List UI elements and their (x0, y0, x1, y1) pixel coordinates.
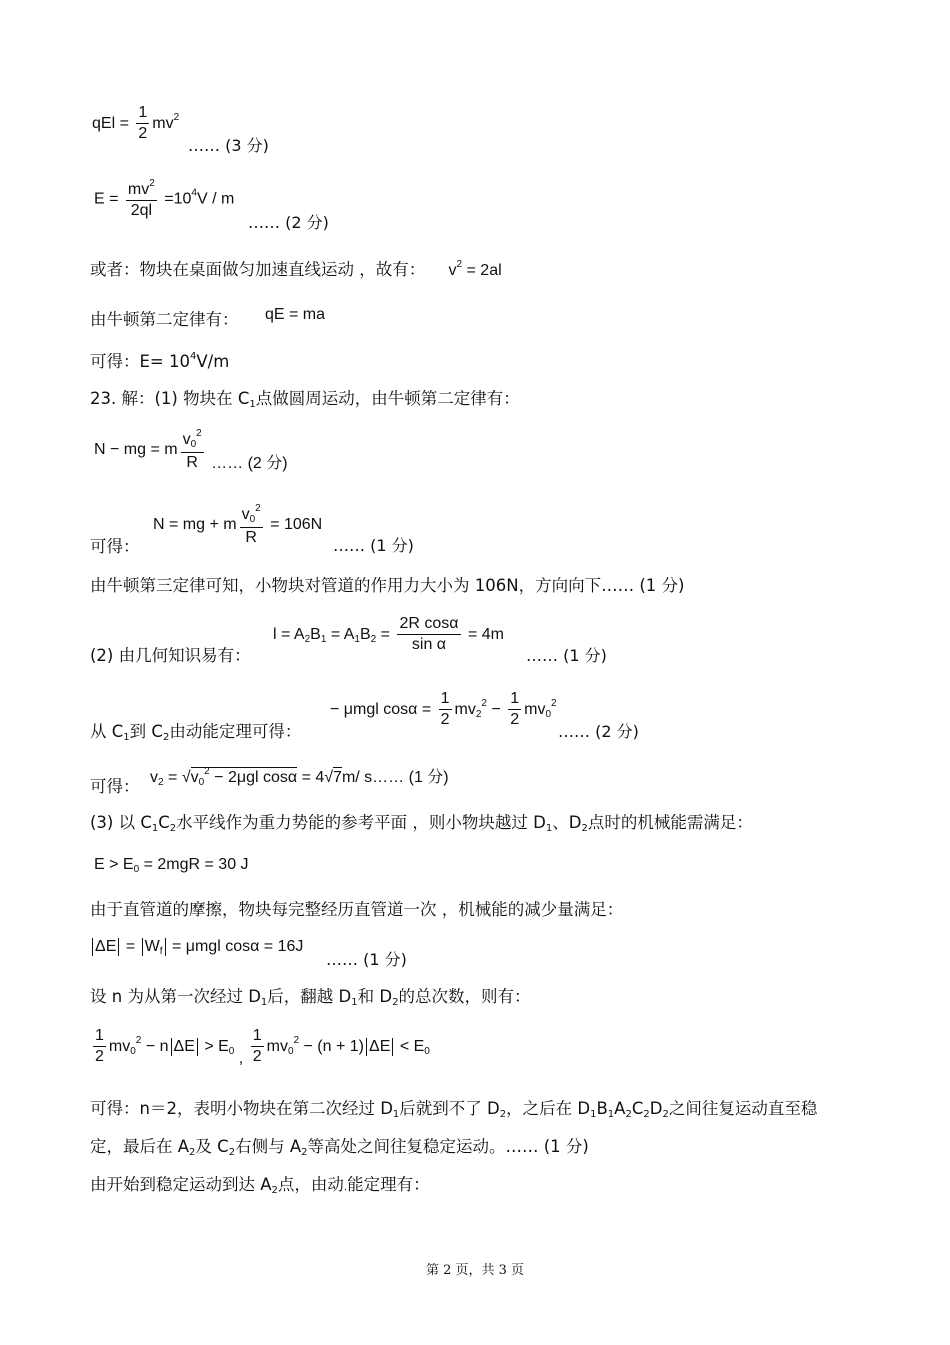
fraction-half-d: $\frac{1}{2}$ (252, 1027, 262, 1066)
friction-line: 由于直管道的摩擦，物块每完整经历直管道一次 ，机械能的减少量满足： (90, 900, 624, 919)
fraction-half-a: $\frac{1}{2}$ (440, 690, 450, 729)
score-3: …… (3 分) (188, 136, 269, 155)
equation-qEl: qEl = $\frac{1}{2}$ $mv^2$ (92, 104, 180, 143)
newton-second-law-line: 由牛顿第二定律有： (90, 310, 239, 329)
sqrt-expression: $v_0^2 - 2\mu gl$ cosα (190, 766, 298, 788)
equation-v2: $v_2 = √v_0^2 - 2\mu gl$ cosα = 4√7m/ s…… (1 分) (150, 766, 449, 788)
fraction-half-c: $\frac{1}{2}$ (95, 1027, 104, 1066)
equation-qE-ma: qE = ma (265, 306, 326, 323)
score-1c: …… (1 分) (326, 950, 407, 969)
label-kede-1: 可得： (90, 537, 140, 556)
fraction-mv2-2ql: $\frac{mv^2}{2ql}$ (127, 178, 155, 220)
fraction-2Rcos-sin: $\frac{\text{2R cosα}}{\text{sin α}}$ (399, 615, 459, 654)
question-23-heading: 23. 解：(1) 物块在 $C_1$点做圆周运动，由牛顿第二定律有： (90, 389, 520, 410)
alternative-line: 或者：物块在桌面做匀加速直线运动 ，故有： $v^2 = 2al$ (90, 259, 502, 279)
result-n-line-1: 可得：n＝2，表明小物块在第二次经过 $D_1$后就到不了 $D_2$，之后在 $D_1B_1A_2C_2D_2$之间往复运动直至稳 (90, 1099, 818, 1120)
equation-delta-E: $\Delta E = W_f = \mu mgl$ cosα = 16J (90, 937, 303, 958)
equation-N-106: N = mg + m $\frac{v_0^2}{R}$ = 106N (153, 503, 323, 546)
score-1a: …… (1 分) (333, 536, 414, 555)
label-kede-2: 可得： (90, 777, 140, 796)
equation-N-minus-mg: N − mg = m $\frac{v_0^2}{R}$ …… (2 分) (94, 428, 288, 473)
energy-theorem-label: 从 $C_1$到 $C_2$由动能定理可得： (90, 722, 302, 743)
part-3-heading: (3) 以 $C_1C_2$水平线作为重力势能的参考平面 ，则小物块越过 $D_1$、$D_2$点时的机械能需满足： (90, 813, 753, 834)
score-2b: …… (2 分) (558, 722, 639, 741)
define-n-line: 设 n 为从第一次经过 $D_1$后，翻越 $D_1$和 $D_2$的总次数，则有： (90, 987, 531, 1008)
fraction-v0sq-R: $\frac{v_0^2}{R}$ (182, 428, 202, 471)
inequalities: $\frac{1}{2}$ $mv_0^2 - n$ $\Delta E > E_0$ , $\frac{1}{2}$ $mv_0^2 - (n + 1) \Delta E < E_0$ (95, 1027, 430, 1068)
part-2-label: (2) 由几何知识易有： (90, 646, 251, 665)
equation-E: E = $\frac{mv^2}{2ql}$ $=10^4V / m$ (94, 178, 235, 220)
newton-third-law-line: 由牛顿第三定律可知，小物块对管道的作用力大小为 106N，方向向下…… (1 分) (90, 576, 685, 595)
page-footer: 第 2 页，共 3 页 (425, 1263, 525, 1278)
result-n-line-2: 定，最后在 $A_2$及 $C_2$右侧与 $A_2$等高处之间往复稳定运动。…… (1 分) (90, 1137, 589, 1158)
equation-energy: − μmgl cosα = $\frac{1}{2}$ $mv_2^2$ − $\frac{1}{2}$ $mv_0^2$ (330, 690, 557, 729)
fraction-half-b: $\frac{1}{2}$ (510, 690, 520, 729)
score-2a: …… (2 分) (248, 213, 329, 232)
equation-E-greater-E0: $E > E_0 = 2mgR = 30$ J (94, 856, 249, 875)
score-1b: …… (1 分) (526, 646, 607, 665)
result-E: 可得：$E= 10^4V/m$ (90, 351, 230, 371)
fraction-one-half: $\frac{1}{2}$ (138, 104, 148, 143)
final-line: 由开始到稳定运动到达 $A_2$点，由动.能定理有： (90, 1175, 430, 1196)
fraction-v0sq-R-2: $\frac{v_0^2}{R}$ (241, 503, 261, 546)
equation-length-l: $l = A_2B_1 = A_1B_2$ = $\frac{\text{2R cosα}}{\text{sin α}}$ = 4m (273, 615, 504, 654)
